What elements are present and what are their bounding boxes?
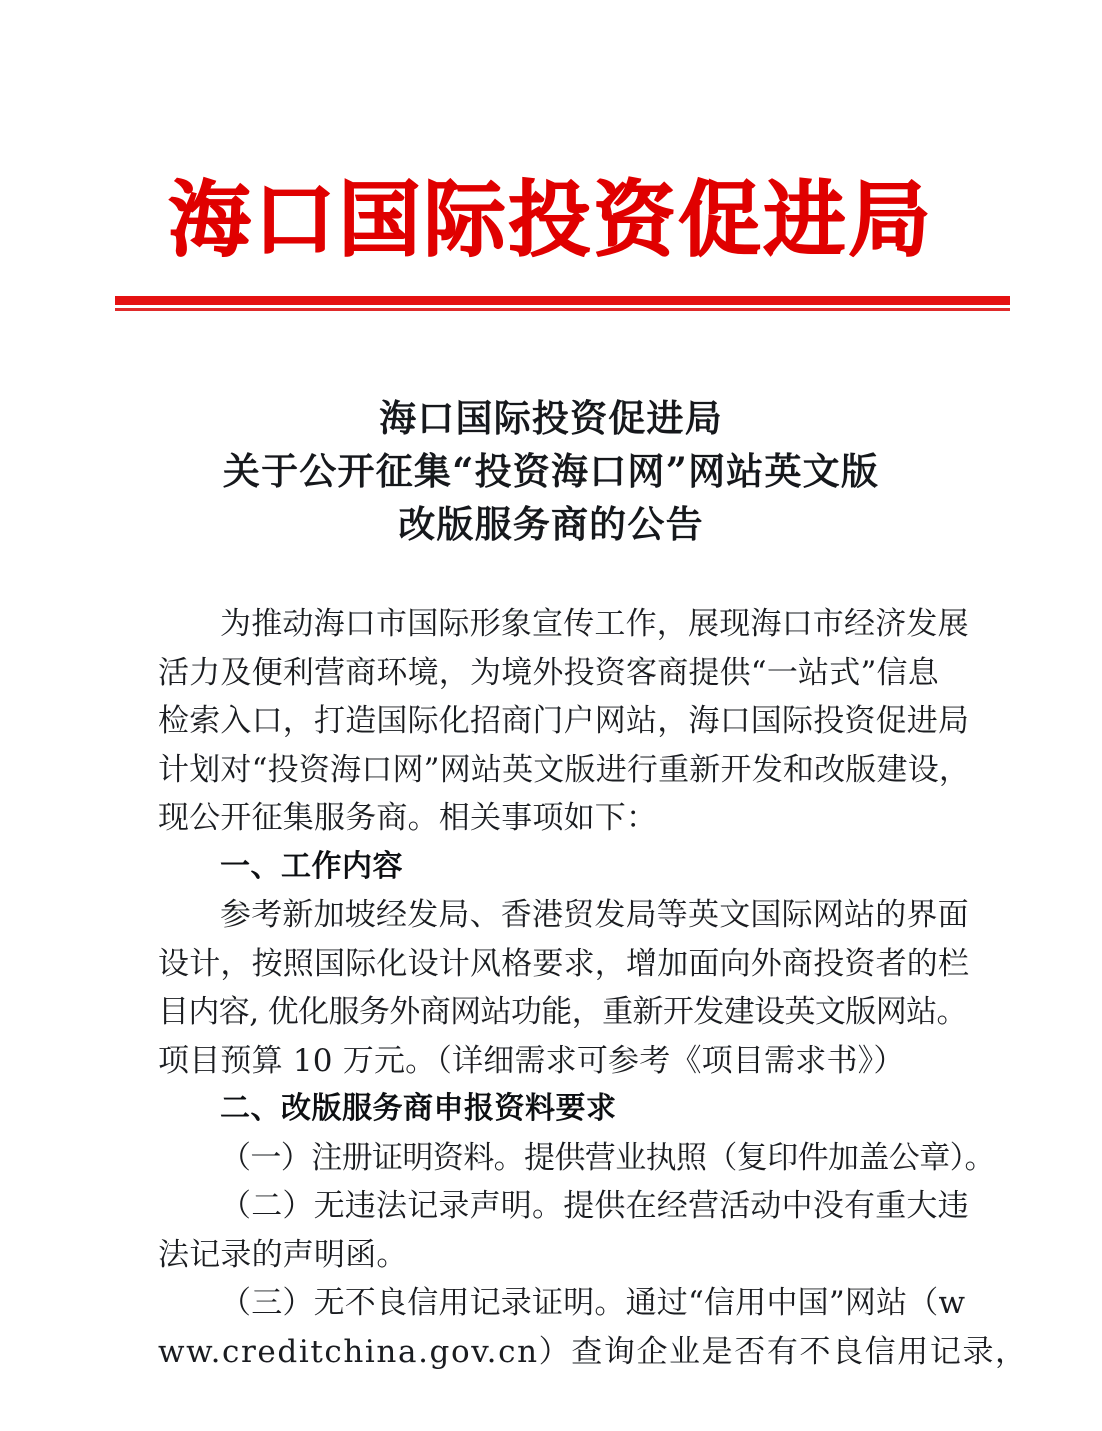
document-title-line-1: 海口国际投资促进局: [379, 396, 723, 440]
section-1-line-1: 参考新加坡经发局、香港贸发局等英文国际网站的界面: [220, 897, 969, 933]
intro-line-5: 现公开征集服务商。相关事项如下：: [158, 800, 658, 836]
masthead-red-divider: [115, 296, 1010, 311]
section-1-line-4: 项目预算 10 万元。（详细需求可参考《项目需求书》）: [158, 1042, 905, 1079]
section-2-item-3-line-1: （三）无不良信用记录证明。通过“信用中国”网站（w: [220, 1285, 966, 1321]
section-2-heading: 二、改版服务商申报资料要求: [220, 1091, 617, 1126]
intro-line-2: 活力及便利营商环境，为境外投资客商提供“一站式”信息: [158, 654, 939, 691]
section-1-line-3: 目内容, 优化服务外商网站功能，重新开发建设英文版网站。: [158, 994, 967, 1030]
section-2-item-3-line-2: ww.creditchina.gov.cn）查询企业是否有不良信用记录，: [158, 1333, 1028, 1370]
masthead-organization-title: 海口国际投资促进局: [168, 172, 934, 268]
document-title-block: [90, 392, 1012, 551]
intro-line-1: 为推动海口市国际形象宣传工作，展现海口市经济发展: [220, 606, 969, 642]
section-1-paragraph: [158, 891, 970, 1085]
section-2-item-1-line-1: （一）注册证明资料。提供营业执照（复印件加盖公章）。: [220, 1139, 995, 1176]
document-title-line-2: 关于公开征集“投资海口网”网站英文版: [222, 449, 880, 493]
section-2-item-2: [158, 1182, 969, 1279]
section-1-heading: 一、工作内容: [220, 848, 403, 884]
document-body: [158, 600, 1028, 1376]
section-2-item-1: [158, 1134, 995, 1183]
intro-line-4: 计划对“投资海口网”网站英文版进行重新开发和改版建设，: [158, 751, 971, 788]
section-1-line-2: 设计，按照国际化设计风格要求，增加面向外商投资者的栏: [158, 945, 970, 982]
section-2-item-3: [158, 1279, 1028, 1376]
intro-line-3: 检索入口，打造国际化招商门户网站，海口国际投资促进局: [158, 703, 970, 739]
intro-paragraph: [158, 600, 971, 843]
document-title-line-3: 改版服务商的公告: [398, 502, 704, 546]
section-2-item-2-line-1: （二）无违法记录声明。提供在经营活动中没有重大违: [220, 1188, 969, 1224]
masthead: [0, 172, 1102, 268]
section-2-item-2-line-2: 法记录的声明函。: [158, 1236, 408, 1273]
divider-thick-rule: [115, 296, 1010, 305]
divider-thin-rule: [115, 308, 1010, 311]
